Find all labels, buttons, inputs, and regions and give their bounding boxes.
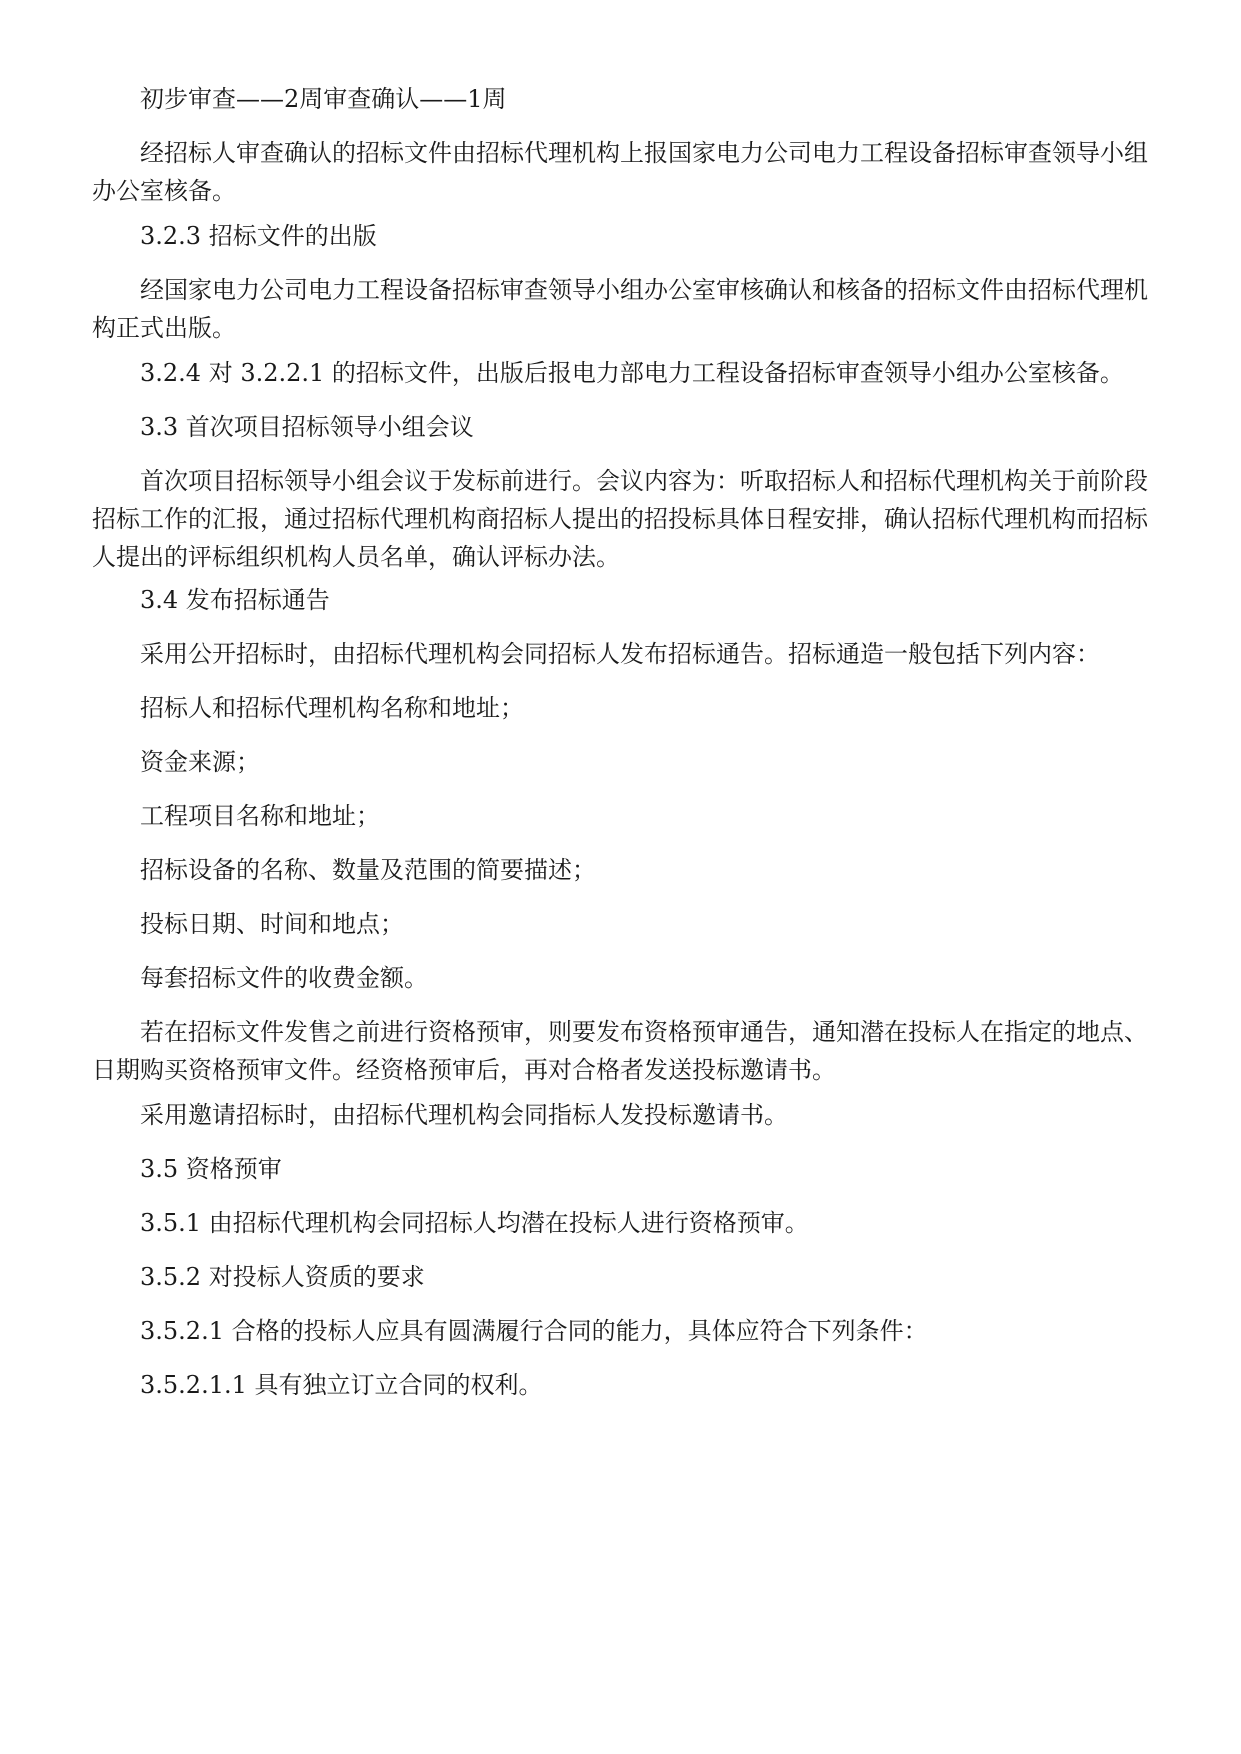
list-item: 资金来源； — [140, 748, 260, 776]
section-heading-3-4: 3.4 发布招标通告 — [140, 586, 330, 614]
text-paragraph: 首次项目招标领导小组会议于发标前进行。会议内容为：听取招标人和招标代理机构关于前阶段招标工作的汇报，通过招标代理机构商招标人提出的招投标具体日程安排，确认招标代理机构而招标人提出的评标组织机构人员名单，确认评标办法。 — [92, 467, 1148, 571]
section-heading-3-3: 3.3 首次项目招标领导小组会议 — [140, 413, 474, 441]
list-item: 每套招标文件的收费金额。 — [140, 964, 428, 992]
list-item: 工程项目名称和地址； — [140, 802, 380, 830]
section-heading-3-2-4: 3.2.4 对 3.2.2.1 的招标文件，出版后报电力部电力工程设备招标审查领导小组办公室核备。 — [140, 359, 1124, 387]
section-heading-3-5: 3.5 资格预审 — [140, 1155, 282, 1183]
section-heading-3-2-3: 3.2.3 招标文件的出版 — [140, 222, 377, 250]
text-paragraph: 采用邀请招标时，由招标代理机构会同指标人发投标邀请书。 — [140, 1101, 788, 1129]
list-item: 招标人和招标代理机构名称和地址； — [140, 694, 524, 722]
text-paragraph: 经招标人审查确认的招标文件由招标代理机构上报国家电力公司电力工程设备招标审查领导小组办公室核备。 — [92, 139, 1148, 205]
text-step-review-timeline: 初步审查——2周审查确认——1周 — [140, 85, 507, 113]
text-paragraph: 采用公开招标时，由招标代理机构会同招标人发布招标通告。招标通造一般包括下列内容： — [140, 640, 1100, 668]
section-heading-3-5-2-1: 3.5.2.1 合格的投标人应具有圆满履行合同的能力，具体应符合下列条件： — [140, 1317, 928, 1345]
section-heading-3-5-1: 3.5.1 由招标代理机构会同招标人均潜在投标人进行资格预审。 — [140, 1209, 809, 1237]
section-heading-3-5-2-1-1: 3.5.2.1.1 具有独立订立合同的权利。 — [140, 1371, 543, 1399]
text-paragraph: 经国家电力公司电力工程设备招标审查领导小组办公室审核确认和核备的招标文件由招标代理机构正式出版。 — [92, 276, 1148, 342]
list-item: 招标设备的名称、数量及范围的简要描述； — [140, 856, 596, 884]
list-item: 投标日期、时间和地点； — [140, 910, 404, 938]
text-paragraph: 若在招标文件发售之前进行资格预审，则要发布资格预审通告，通知潜在投标人在指定的地点、日期购买资格预审文件。经资格预审后，再对合格者发送投标邀请书。 — [92, 1018, 1148, 1084]
section-heading-3-5-2: 3.5.2 对投标人资质的要求 — [140, 1263, 425, 1291]
